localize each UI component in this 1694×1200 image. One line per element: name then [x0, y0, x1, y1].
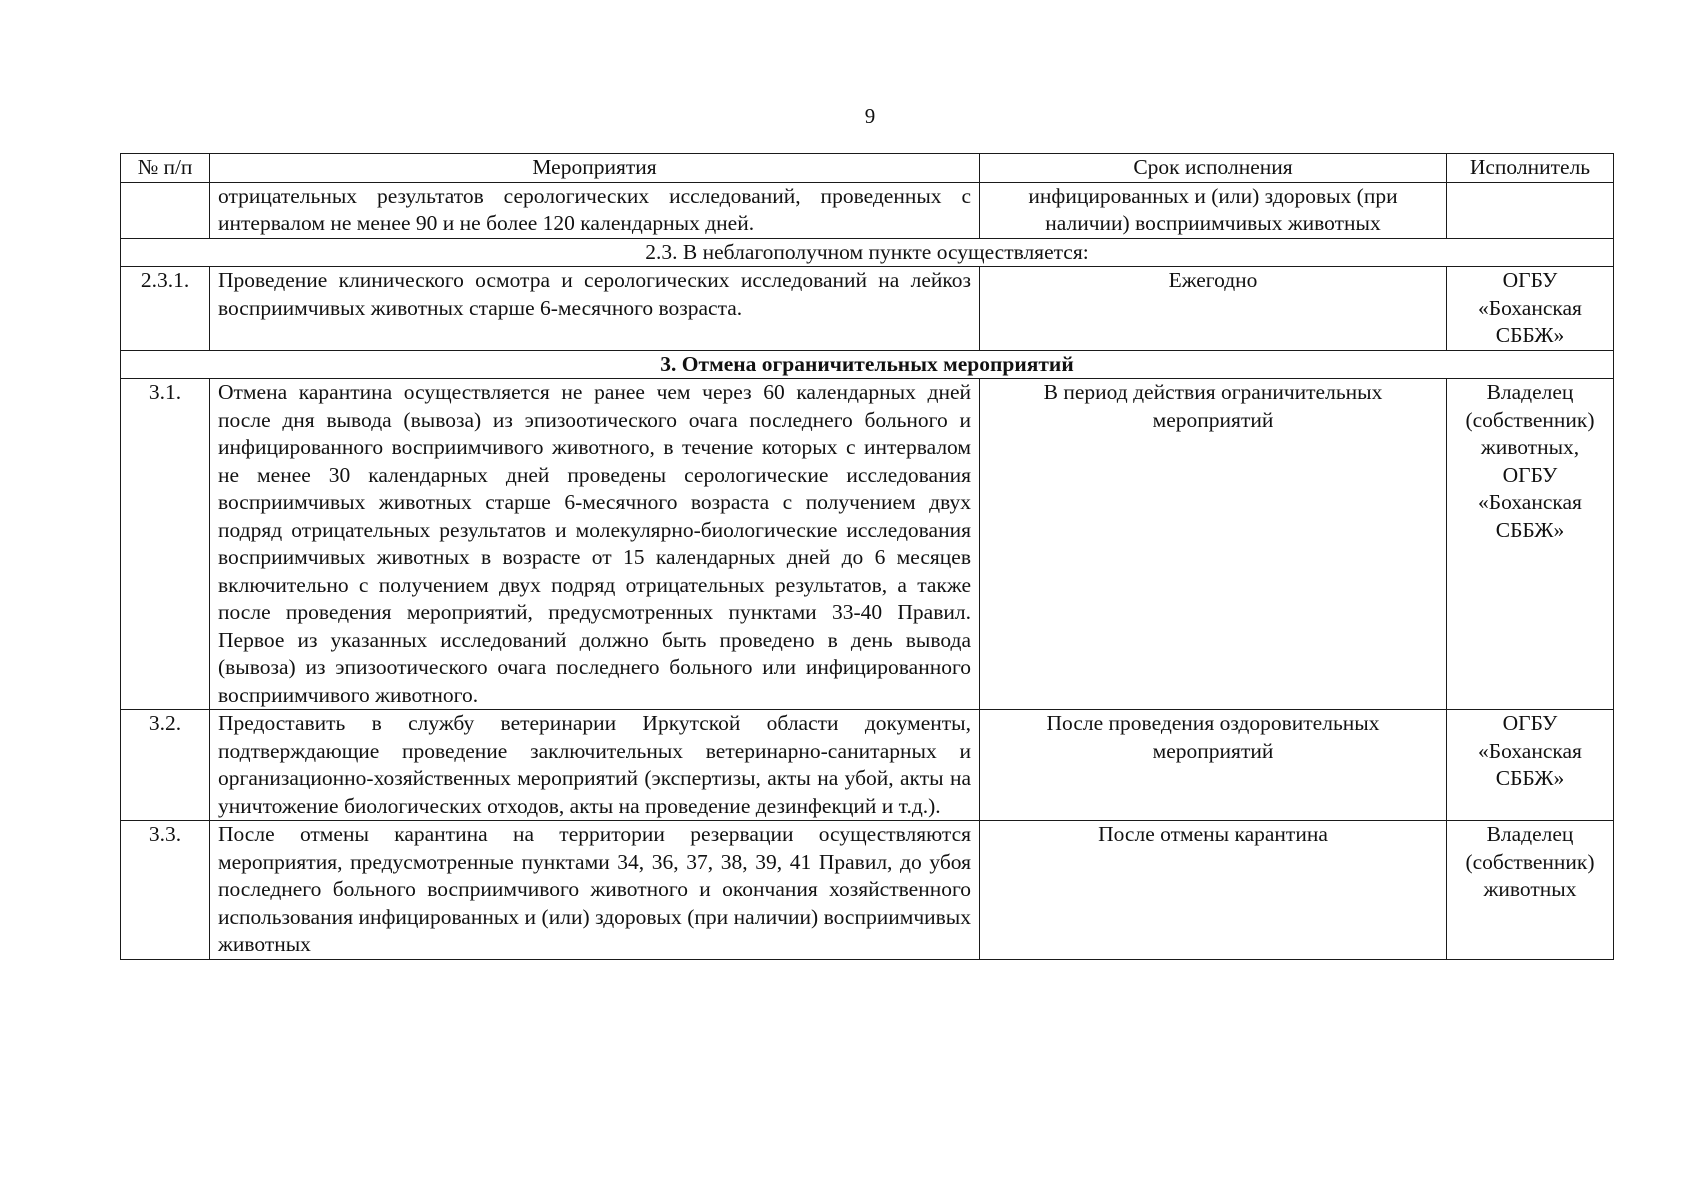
section-title: 2.3. В неблагополучном пункте осуществляется:: [121, 238, 1614, 267]
row-activity: отрицательных результатов серологических исследований, проведенных с интервалом не менее 90 и не более 120 календарных дней.: [210, 182, 980, 238]
header-num: № п/п: [121, 154, 210, 183]
row-executor: ОГБУ «Боханская СББЖ»: [1447, 710, 1614, 821]
row-activity: Предоставить в службу ветеринарии Иркутской области документы, подтверждающие проведение заключительных ветеринарно-санитарных и организационно-хозяйственных мероприятий (экспертизы, акты на убой, акты на уничтожение биологических отходов, акты на проведение дезинфекций и т.д.).: [210, 710, 980, 821]
row-term: После отмены карантина: [980, 821, 1447, 960]
table-row: [121, 821, 1614, 960]
header-executor: Исполнитель: [1447, 154, 1614, 183]
row-num: 3.3.: [121, 821, 210, 960]
header-activities: Мероприятия: [210, 154, 980, 183]
row-num: 3.2.: [121, 710, 210, 821]
header-term: Срок исполнения: [980, 154, 1447, 183]
table-row: [121, 267, 1614, 351]
row-executor: ОГБУ «Боханская СББЖ»: [1447, 267, 1614, 351]
row-num: [121, 182, 210, 238]
section-row: [121, 238, 1614, 267]
row-executor: [1447, 182, 1614, 238]
section-title: 3. Отмена ограничительных мероприятий: [121, 350, 1614, 379]
activities-table: [120, 153, 1614, 960]
row-executor: Владелец (собственник) животных, ОГБУ «Боханская СББЖ»: [1447, 379, 1614, 710]
row-activity: После отмены карантина на территории резервации осуществляются мероприятия, предусмотренные пунктами 34, 36, 37, 38, 39, 41 Правил, до убоя последнего больного восприимчивого животного и окончания хозяйственного использования инфицированных и (или) здоровых (при наличии) восприимчивых животных: [210, 821, 980, 960]
row-term: После проведения оздоровительных мероприятий: [980, 710, 1447, 821]
table-row: [121, 182, 1614, 238]
row-num: 3.1.: [121, 379, 210, 710]
page-number: 9: [864, 104, 876, 128]
row-term: В период действия ограничительных мероприятий: [980, 379, 1447, 710]
table-row: [121, 379, 1614, 710]
row-executor: Владелец (собственник) животных: [1447, 821, 1614, 960]
row-num: 2.3.1.: [121, 267, 210, 351]
row-activity: Проведение клинического осмотра и серологических исследований на лейкоз восприимчивых животных старше 6-месячного возраста.: [210, 267, 980, 351]
table-header-row: [121, 154, 1614, 183]
table-row: [121, 710, 1614, 821]
row-term: инфицированных и (или) здоровых (при наличии) восприимчивых животных: [980, 182, 1447, 238]
row-activity: Отмена карантина осуществляется не ранее чем через 60 календарных дней после дня вывода (вывоза) из эпизоотического очага последнего больного и инфицированного восприимчивого животного, в течение которых с интервалом не менее 30 календарных дней проведены серологические исследования восприимчивых животных старше 6-месячного возраста с получением двух подряд отрицательных результатов и молекулярно-биологические исследования восприимчивых животных в возрасте от 15 календарных дней до 6 месяцев включительно с получением двух подряд отрицательных результатов, а также после проведения мероприятий, предусмотренных пунктами 33-40 Правил. Первое из указанных исследований должно быть проведено в день вывода (вывоза) из эпизоотического очага последнего больного или инфицированного восприимчивого животного.: [210, 379, 980, 710]
row-term: Ежегодно: [980, 267, 1447, 351]
section-row: [121, 350, 1614, 379]
